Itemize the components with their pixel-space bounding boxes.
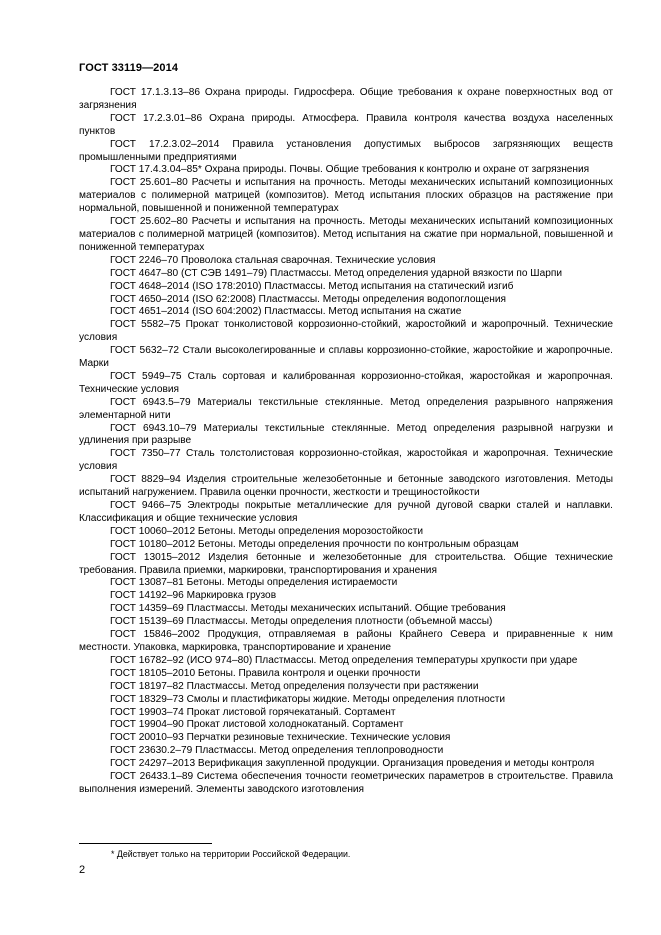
reference-item: ГОСТ 16782–92 (ИСО 974–80) Пластмассы. Метод определения температуры хрупкости при ударе (110, 654, 578, 666)
reference-item: ГОСТ 19903–74 Прокат листовой горячекатаный. Сортамент (110, 706, 396, 718)
reference-item: ГОСТ 8829–94 Изделия строительные железобетонные и бетонные заводского изготовления. Методы испытаний нагружением. Правила оценки прочности, жесткости и трещиностойкости (79, 474, 613, 499)
reference-item: ГОСТ 25.602–80 Расчеты и испытания на прочность. Методы механических испытаний композиционных материалов с полимерной матрицей (композитов). Метод испытания на сжатие при нормальной, повышенной и пониженной температурах (79, 216, 613, 253)
reference-item: ГОСТ 4648–2014 (ISO 178:2010) Пластмассы. Метод испытания на статический изгиб (110, 280, 514, 292)
footnote-rule (79, 843, 212, 844)
reference-item: ГОСТ 10060–2012 Бетоны. Методы определения морозостойкости (110, 525, 423, 537)
reference-item: ГОСТ 13015–2012 Изделия бетонные и железобетонные для строительства. Общие технические требования. Правила приемки, маркировки, транспортирования и хранения (79, 551, 613, 576)
reference-item: ГОСТ 10180–2012 Бетоны. Методы определения прочности по контрольным образцам (110, 538, 519, 550)
reference-item: ГОСТ 5582–75 Прокат тонколистовой коррозионно-стойкий, жаростойкий и жаропрочный. Технические условия (79, 319, 613, 344)
reference-item: ГОСТ 18105–2010 Бетоны. Правила контроля и оценки прочности (110, 667, 421, 679)
reference-item: ГОСТ 24297–2013 Верификация закупленной продукции. Организация проведения и методы контроля (110, 758, 595, 770)
reference-item: ГОСТ 6943.5–79 Материалы текстильные стеклянные. Метод определения разрывного напряжения элементарной нити (79, 396, 613, 421)
reference-item: ГОСТ 17.1.3.13–86 Охрана природы. Гидросфера. Общие требования к охране поверхностных вод от загрязнения (79, 87, 613, 111)
reference-item: ГОСТ 4647–80 (СТ СЭВ 1491–79) Пластмассы. Метод определения ударной вязкости по Шарпи (110, 267, 562, 279)
reference-item: ГОСТ 7350–77 Сталь толстолистовая коррозионно-стойкая, жаростойкая и жаропрочная. Технические условия (79, 448, 613, 473)
reference-item: ГОСТ 15139–69 Пластмассы. Методы определения плотности (объемной массы) (110, 616, 493, 628)
reference-item: ГОСТ 18197–82 Пластмассы. Метод определения ползучести при растяжении (110, 680, 479, 692)
reference-item: ГОСТ 25.601–80 Расчеты и испытания на прочность. Методы механических испытаний композиционных материалов с полимерной матрицей (композитов). Метод испытания плоских образцов на растяжение при нормальной, повышенной и пониженной температурах (79, 177, 613, 215)
reference-item: ГОСТ 17.2.3.02–2014 Правила установления допустимых выбросов загрязняющих веществ промышленными предприятиями (79, 138, 613, 163)
reference-item: ГОСТ 5949–75 Сталь сортовая и калиброванная коррозионно-стойкая, жаростойкая и жаропрочная. Технические условия (79, 370, 613, 395)
reference-item: ГОСТ 17.2.3.01–86 Охрана природы. Атмосфера. Правила контроля качества воздуха населенных пунктов (79, 112, 613, 137)
page-number: 2 (79, 864, 86, 876)
references-list (79, 87, 613, 797)
reference-item: ГОСТ 18329–73 Смолы и пластификаторы жидкие. Методы определения плотности (110, 693, 506, 705)
reference-item: ГОСТ 19904–90 Прокат листовой холоднокатаный. Сортамент (110, 719, 404, 731)
reference-item: ГОСТ 23630.2–79 Пластмассы. Метод определения теплопроводности (110, 745, 444, 757)
reference-item: ГОСТ 14192–96 Маркировка грузов (110, 590, 277, 602)
reference-item: ГОСТ 26433.1–89 Система обеспечения точности геометрических параметров в строительстве. Правила выполнения измерений. Элементы заводского изготовления (79, 771, 613, 795)
reference-item: ГОСТ 6943.10–79 Материалы текстильные стеклянные. Метод определения разрывной нагрузки и удлинения при разрыве (79, 422, 613, 447)
reference-item: ГОСТ 14359–69 Пластмассы. Методы механических испытаний. Общие требования (110, 603, 506, 615)
reference-item: ГОСТ 17.4.3.04–85* Охрана природы. Почвы. Общие требования к контролю и охране от загрязнения (110, 164, 590, 176)
reference-item: ГОСТ 2246–70 Проволока стальная сварочная. Технические условия (110, 254, 436, 266)
reference-item: ГОСТ 4651–2014 (ISO 604:2002) Пластмассы. Метод испытания на сжатие (110, 306, 462, 318)
reference-item: ГОСТ 15846–2002 Продукция, отправляемая в районы Крайнего Севера и приравненные к ним местности. Упаковка, маркировка, транспортирование и хранение (79, 629, 613, 653)
reference-item: ГОСТ 13087–81 Бетоны. Методы определения истираемости (110, 577, 398, 589)
reference-item: ГОСТ 9466–75 Электроды покрытые металлические для ручной дуговой сварки сталей и наплавки. Классификация и общие технические условия (79, 500, 613, 524)
reference-item: ГОСТ 20010–93 Перчатки резиновые технические. Технические условия (110, 732, 451, 744)
page-header: ГОСТ 33119—2014 (79, 62, 179, 74)
reference-item: ГОСТ 4650–2014 (ISO 62:2008) Пластмассы. Методы определения водопоглощения (110, 293, 507, 305)
reference-item: ГОСТ 5632–72 Стали высоколегированные и сплавы коррозионно-стойкие, жаростойкие и жаропрочные. Марки (79, 345, 613, 370)
footnote: * Действует только на территории Российской Федерации. (111, 849, 351, 859)
